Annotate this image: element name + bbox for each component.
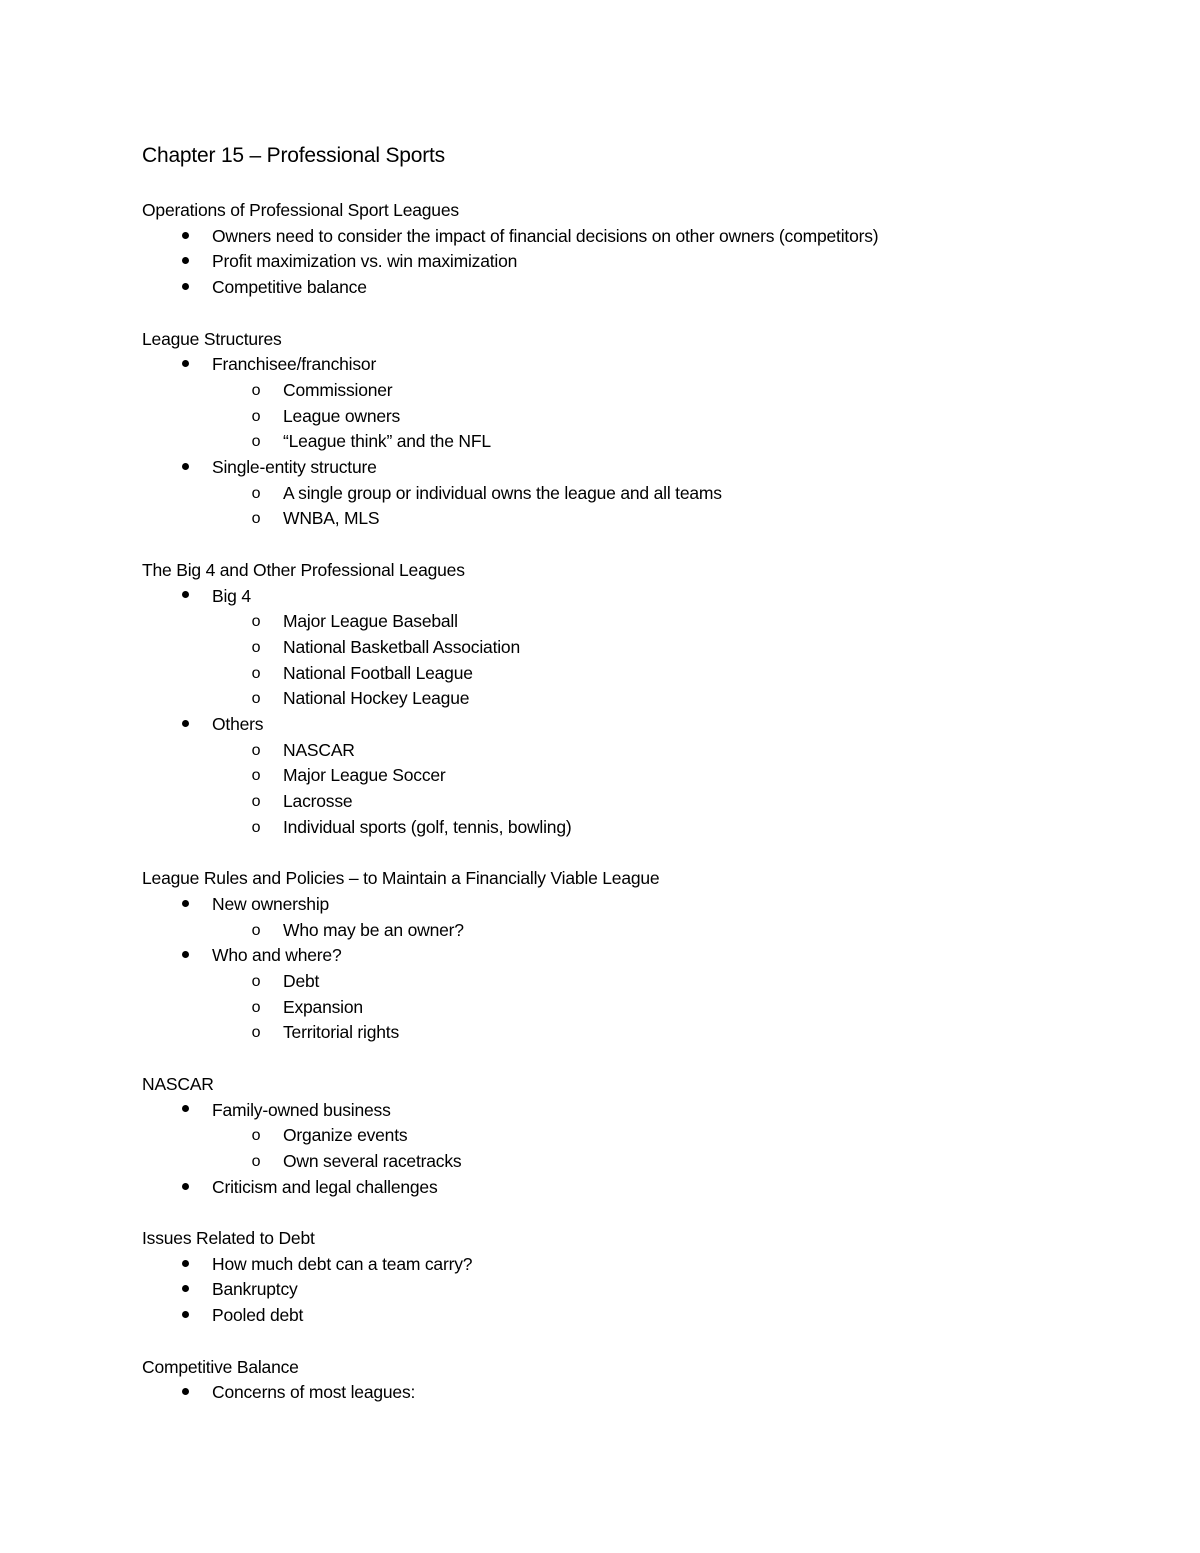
bullet-icon	[175, 455, 195, 481]
bullet-item	[142, 1303, 1142, 1329]
sub-bullet-text: “League think” and the NFL	[283, 431, 491, 452]
bullet-icon	[175, 275, 195, 301]
sub-bullet-item	[142, 918, 1142, 944]
page-title: Chapter 15 – Professional Sports	[142, 144, 445, 167]
bullet-icon	[175, 352, 195, 378]
bullet-item	[142, 584, 1142, 610]
circle-bullet-icon: o	[251, 690, 261, 708]
sub-bullet-item	[142, 481, 1142, 507]
outline-section	[142, 1226, 1142, 1329]
outline-section	[142, 1072, 1142, 1201]
circle-bullet-icon: o	[251, 510, 261, 528]
bullet-text: Others	[212, 714, 264, 735]
sub-bullet-text: Major League Soccer	[283, 765, 446, 786]
bullet-text: Who and where?	[212, 945, 342, 966]
bullet-icon	[175, 249, 195, 275]
circle-bullet-icon: o	[251, 381, 261, 399]
bullet-item	[142, 943, 1142, 969]
sub-bullet-text: NASCAR	[283, 739, 355, 760]
bullet-item	[142, 224, 1142, 250]
sub-bullet-item	[142, 995, 1142, 1021]
bullet-icon	[175, 1175, 195, 1201]
bullet-item	[142, 1098, 1142, 1124]
sub-bullet-item	[142, 789, 1142, 815]
circle-bullet-icon: o	[251, 613, 261, 631]
sub-bullet-text: National Hockey League	[283, 688, 470, 709]
bullet-icon	[175, 1098, 195, 1124]
bullet-text: How much debt can a team carry?	[212, 1253, 473, 1274]
outline-section	[142, 866, 1142, 1046]
bullet-item	[142, 1380, 1142, 1406]
bullet-icon	[175, 1380, 195, 1406]
sub-bullet-text: Who may be an owner?	[283, 919, 464, 940]
sub-bullet-text: Individual sports (golf, tennis, bowling)	[283, 816, 572, 837]
sub-bullet-item	[142, 763, 1142, 789]
sub-bullet-item	[142, 378, 1142, 404]
bullet-text: Owners need to consider the impact of financial decisions on other owners (competitors)	[212, 225, 879, 246]
sub-bullet-item	[142, 815, 1142, 841]
bullet-icon	[175, 224, 195, 250]
bullet-item	[142, 892, 1142, 918]
sub-bullet-text: Organize events	[283, 1125, 408, 1146]
section-heading: The Big 4 and Other Professional Leagues	[142, 559, 465, 580]
sub-bullet-item	[142, 506, 1142, 532]
bullet-text: Franchisee/franchisor	[212, 354, 377, 375]
circle-bullet-icon: o	[251, 433, 261, 451]
bullet-item	[142, 1277, 1142, 1303]
sub-bullet-text: Expansion	[283, 996, 363, 1017]
outline-section	[142, 327, 1142, 533]
circle-bullet-icon: o	[251, 638, 261, 656]
circle-bullet-icon: o	[251, 1152, 261, 1170]
circle-bullet-icon: o	[251, 484, 261, 502]
bullet-item	[142, 352, 1142, 378]
circle-bullet-icon: o	[251, 407, 261, 425]
outline-section	[142, 1355, 1142, 1406]
sub-bullet-item	[142, 429, 1142, 455]
section-heading: Issues Related to Debt	[142, 1228, 315, 1249]
outline-section	[142, 558, 1142, 841]
sub-bullet-item	[142, 404, 1142, 430]
circle-bullet-icon: o	[251, 973, 261, 991]
bullet-item	[142, 1252, 1142, 1278]
bullet-item	[142, 275, 1142, 301]
sub-bullet-item	[142, 738, 1142, 764]
sub-bullet-text: Debt	[283, 971, 320, 992]
section-heading: Operations of Professional Sport Leagues	[142, 200, 459, 220]
bullet-icon	[175, 584, 195, 610]
section-heading: NASCAR	[142, 1073, 214, 1094]
outline-section	[142, 198, 1142, 301]
sub-bullet-item	[142, 686, 1142, 712]
sub-bullet-item	[142, 1123, 1142, 1149]
sub-bullet-item	[142, 635, 1142, 661]
sub-bullet-item	[142, 609, 1142, 635]
section-heading: League Rules and Policies – to Maintain a Financially Viable League	[142, 868, 660, 889]
circle-bullet-icon: o	[251, 921, 261, 939]
bullet-text: Pooled debt	[212, 1305, 304, 1326]
document-body	[142, 198, 1142, 1432]
bullet-text: New ownership	[212, 893, 330, 914]
circle-bullet-icon: o	[251, 1024, 261, 1042]
sub-bullet-text: Commissioner	[283, 379, 393, 400]
circle-bullet-icon: o	[251, 664, 261, 682]
sub-bullet-item	[142, 969, 1142, 995]
bullet-item	[142, 1175, 1142, 1201]
circle-bullet-icon: o	[251, 767, 261, 785]
bullet-text: Competitive balance	[212, 277, 367, 298]
bullet-icon	[175, 712, 195, 738]
circle-bullet-icon: o	[251, 741, 261, 759]
section-heading: League Structures	[142, 328, 282, 349]
bullet-text: Big 4	[212, 585, 251, 606]
circle-bullet-icon: o	[251, 998, 261, 1016]
bullet-icon	[175, 943, 195, 969]
section-heading: Competitive Balance	[142, 1356, 299, 1377]
sub-bullet-text: Major League Baseball	[283, 611, 458, 632]
sub-bullet-text: WNBA, MLS	[283, 508, 380, 529]
bullet-text: Criticism and legal challenges	[212, 1176, 438, 1197]
sub-bullet-item	[142, 661, 1142, 687]
bullet-icon	[175, 1303, 195, 1329]
bullet-item	[142, 249, 1142, 275]
sub-bullet-text: Lacrosse	[283, 791, 353, 812]
sub-bullet-text: Territorial rights	[283, 1022, 400, 1043]
bullet-item	[142, 712, 1142, 738]
sub-bullet-text: A single group or individual owns the league and all teams	[283, 482, 722, 503]
bullet-text: Bankruptcy	[212, 1279, 298, 1300]
bullet-text: Concerns of most leagues:	[212, 1382, 416, 1403]
circle-bullet-icon: o	[251, 1127, 261, 1145]
bullet-text: Single-entity structure	[212, 457, 377, 478]
sub-bullet-item	[142, 1020, 1142, 1046]
circle-bullet-icon: o	[251, 793, 261, 811]
bullet-icon	[175, 1252, 195, 1278]
bullet-text: Family-owned business	[212, 1099, 391, 1120]
bullet-icon	[175, 892, 195, 918]
sub-bullet-item	[142, 1149, 1142, 1175]
bullet-icon	[175, 1277, 195, 1303]
sub-bullet-text: Own several racetracks	[283, 1150, 462, 1171]
sub-bullet-text: National Football League	[283, 662, 473, 683]
bullet-text: Profit maximization vs. win maximization	[212, 251, 518, 272]
bullet-item	[142, 455, 1142, 481]
sub-bullet-text: National Basketball Association	[283, 636, 520, 657]
circle-bullet-icon: o	[251, 818, 261, 836]
sub-bullet-text: League owners	[283, 405, 401, 426]
